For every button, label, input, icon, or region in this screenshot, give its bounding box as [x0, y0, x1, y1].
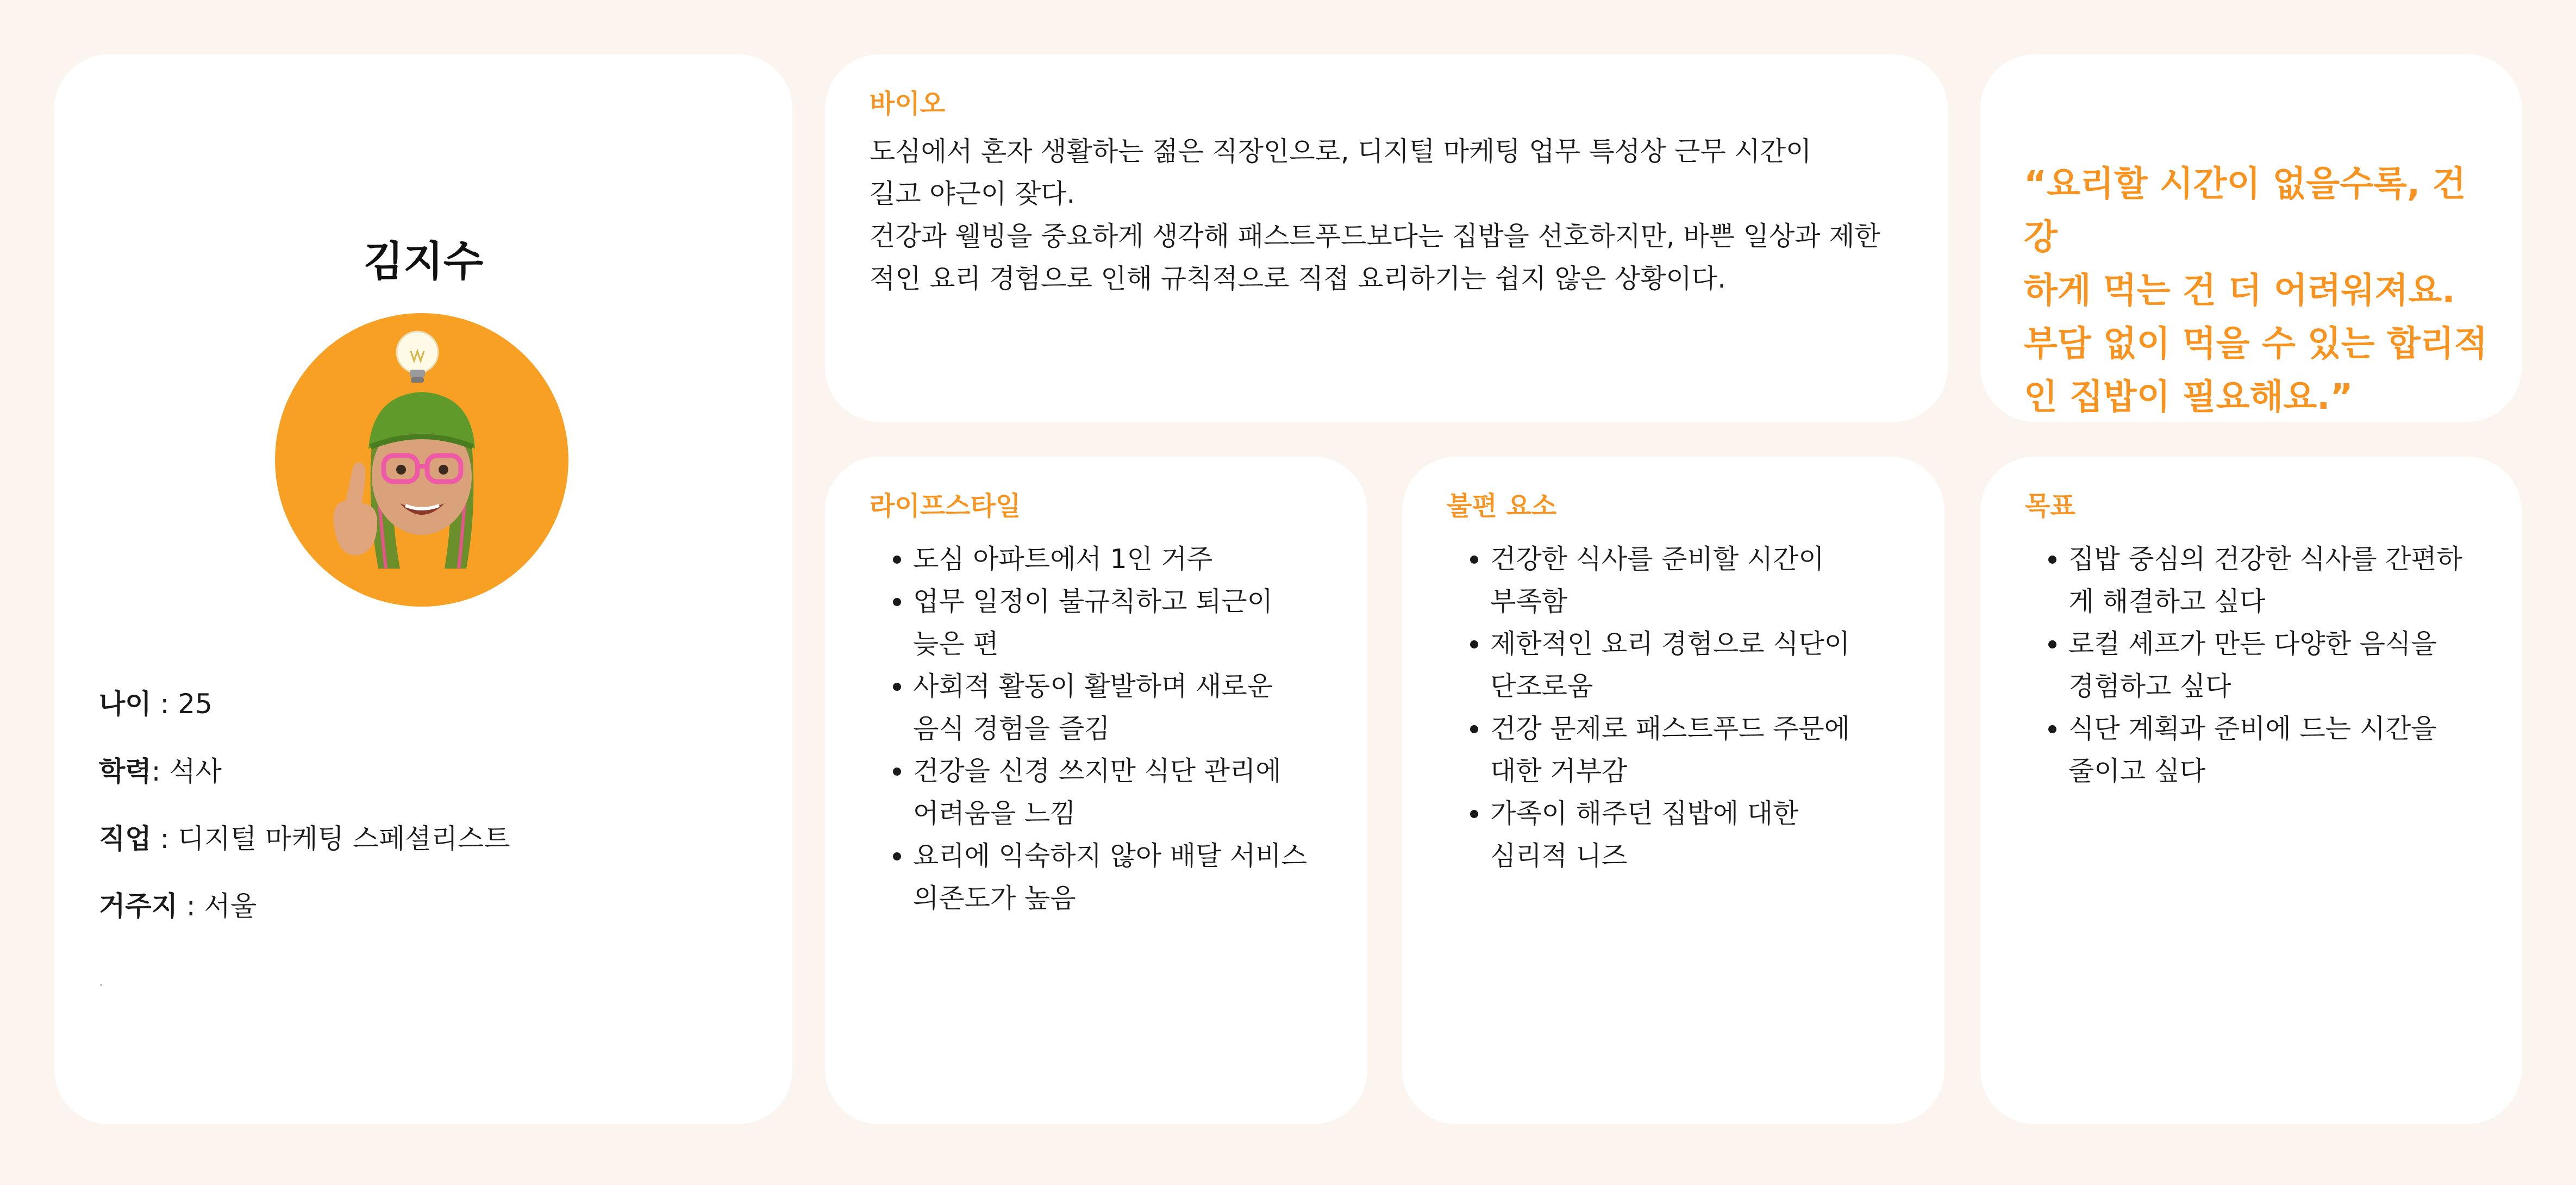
info-age	[99, 688, 760, 720]
list-item-line: 건강한 식사를 준비할 시간이	[1490, 544, 1824, 575]
list-item	[1490, 538, 1923, 623]
list-item	[1490, 623, 1923, 708]
quote-line: 하게 먹는 건 더 어려워져요.	[2024, 271, 2455, 311]
info-separator: :	[151, 756, 170, 787]
list-item	[913, 665, 1346, 750]
quote-line: “요리할 시간이 없을수록, 건강	[2024, 164, 2466, 258]
list-item-line: 건강을 신경 쓰지만 식단 관리에	[913, 756, 1281, 787]
list-item-line: 제한적인 요리 경험으로 식단이	[1490, 628, 1850, 659]
info-residence	[99, 890, 760, 922]
quote-card	[1980, 54, 2522, 422]
list-item-line: 식단 계획과 준비에 드는 시간을	[2068, 713, 2437, 744]
lifestyle-title: 라이프스타일	[870, 491, 1021, 521]
list-item-line: 도심 아파트에서 1인 거주	[913, 544, 1213, 575]
list-item	[913, 581, 1346, 665]
list-item	[1490, 708, 1923, 793]
list-item-line: 집밥 중심의 건강한 식사를 간편하	[2068, 544, 2462, 575]
info-value: 석사	[169, 756, 222, 787]
info-value: 디지털 마케팅 스페셜리스트	[178, 823, 510, 855]
list-item-line: 게 해결하고 싶다	[2068, 586, 2266, 617]
list-item-line: 건강 문제로 패스트푸드 주문에	[1490, 713, 1850, 744]
persona-quote	[2024, 158, 2489, 424]
info-value: 25	[178, 688, 212, 720]
list-item	[1490, 793, 1923, 877]
quote-line: 인 집밥이 필요해요.”	[2024, 377, 2353, 417]
avatar	[275, 313, 568, 607]
bio-line: 적인 요리 경험으로 인해 규칙적으로 직접 요리하기는 쉽지 않은 상황이다.	[870, 263, 1726, 294]
bio-text	[870, 130, 1915, 300]
bio-card	[825, 54, 1948, 422]
list-item-line: 단조로움	[1490, 671, 1593, 702]
info-separator: :	[177, 890, 204, 922]
list-item-line: 대한 거부감	[1490, 756, 1628, 787]
profile-info	[99, 688, 760, 957]
list-item-line: 로컬 셰프가 만든 다양한 음식을	[2068, 628, 2437, 659]
list-item-line: 부족함	[1490, 586, 1568, 617]
list-item	[2068, 708, 2500, 793]
pain-points-list	[1447, 538, 1923, 877]
list-item-line: 어려움을 느낌	[913, 798, 1076, 829]
list-item	[913, 750, 1346, 835]
list-item-line: 가족이 해주던 집밥에 대한	[1490, 798, 1799, 829]
info-education	[99, 755, 760, 788]
list-item	[913, 835, 1346, 920]
info-label: 학력	[99, 756, 152, 787]
profile-card	[54, 54, 792, 1124]
pain-points-title: 불편 요소	[1447, 491, 1557, 521]
info-separator: :	[151, 823, 178, 855]
info-label: 직업	[99, 823, 152, 855]
footnote-dot	[100, 984, 102, 986]
persona-name: 김지수	[363, 237, 484, 285]
list-item-line: 업무 일정이 불규칙하고 퇴근이	[913, 586, 1273, 617]
quote-line: 부담 없이 먹을 수 있는 합리적	[2024, 324, 2488, 364]
info-value: 서울	[204, 890, 257, 922]
list-item-line: 늦은 편	[913, 628, 999, 659]
list-item	[2068, 538, 2500, 623]
goals-card	[1980, 457, 2522, 1124]
memoji-avatar-icon	[275, 313, 568, 607]
info-label: 나이	[99, 688, 152, 720]
bio-title: 바이오	[870, 89, 946, 119]
bio-line: 길고 야근이 잦다.	[870, 178, 1076, 209]
list-item	[2068, 623, 2500, 708]
lifestyle-card	[825, 457, 1367, 1124]
list-item-line: 요리에 익숙하지 않아 배달 서비스	[913, 840, 1307, 871]
list-item-line: 줄이고 싶다	[2068, 756, 2206, 787]
list-item-line: 의존도가 높음	[913, 883, 1076, 914]
list-item-line: 사회적 활동이 활발하며 새로운	[913, 671, 1273, 702]
info-job	[99, 822, 760, 855]
info-label: 거주지	[99, 890, 178, 922]
bio-line: 도심에서 혼자 생활하는 젊은 직장인으로, 디지털 마케팅 업무 특성상 근무 시간이	[870, 136, 1812, 167]
list-item-line: 음식 경험을 즐김	[913, 713, 1110, 744]
lifestyle-list	[870, 538, 1346, 920]
info-separator: :	[151, 688, 178, 720]
list-item-line: 경험하고 싶다	[2068, 671, 2231, 702]
goals-list	[2025, 538, 2500, 793]
pain-points-card	[1402, 457, 1944, 1124]
list-item	[913, 538, 1346, 581]
goals-title: 목표	[2025, 491, 2075, 521]
list-item-line: 심리적 니즈	[1490, 840, 1628, 871]
bio-line: 건강과 웰빙을 중요하게 생각해 패스트푸드보다는 집밥을 선호하지만, 바쁜 일상과 제한	[870, 221, 1880, 252]
